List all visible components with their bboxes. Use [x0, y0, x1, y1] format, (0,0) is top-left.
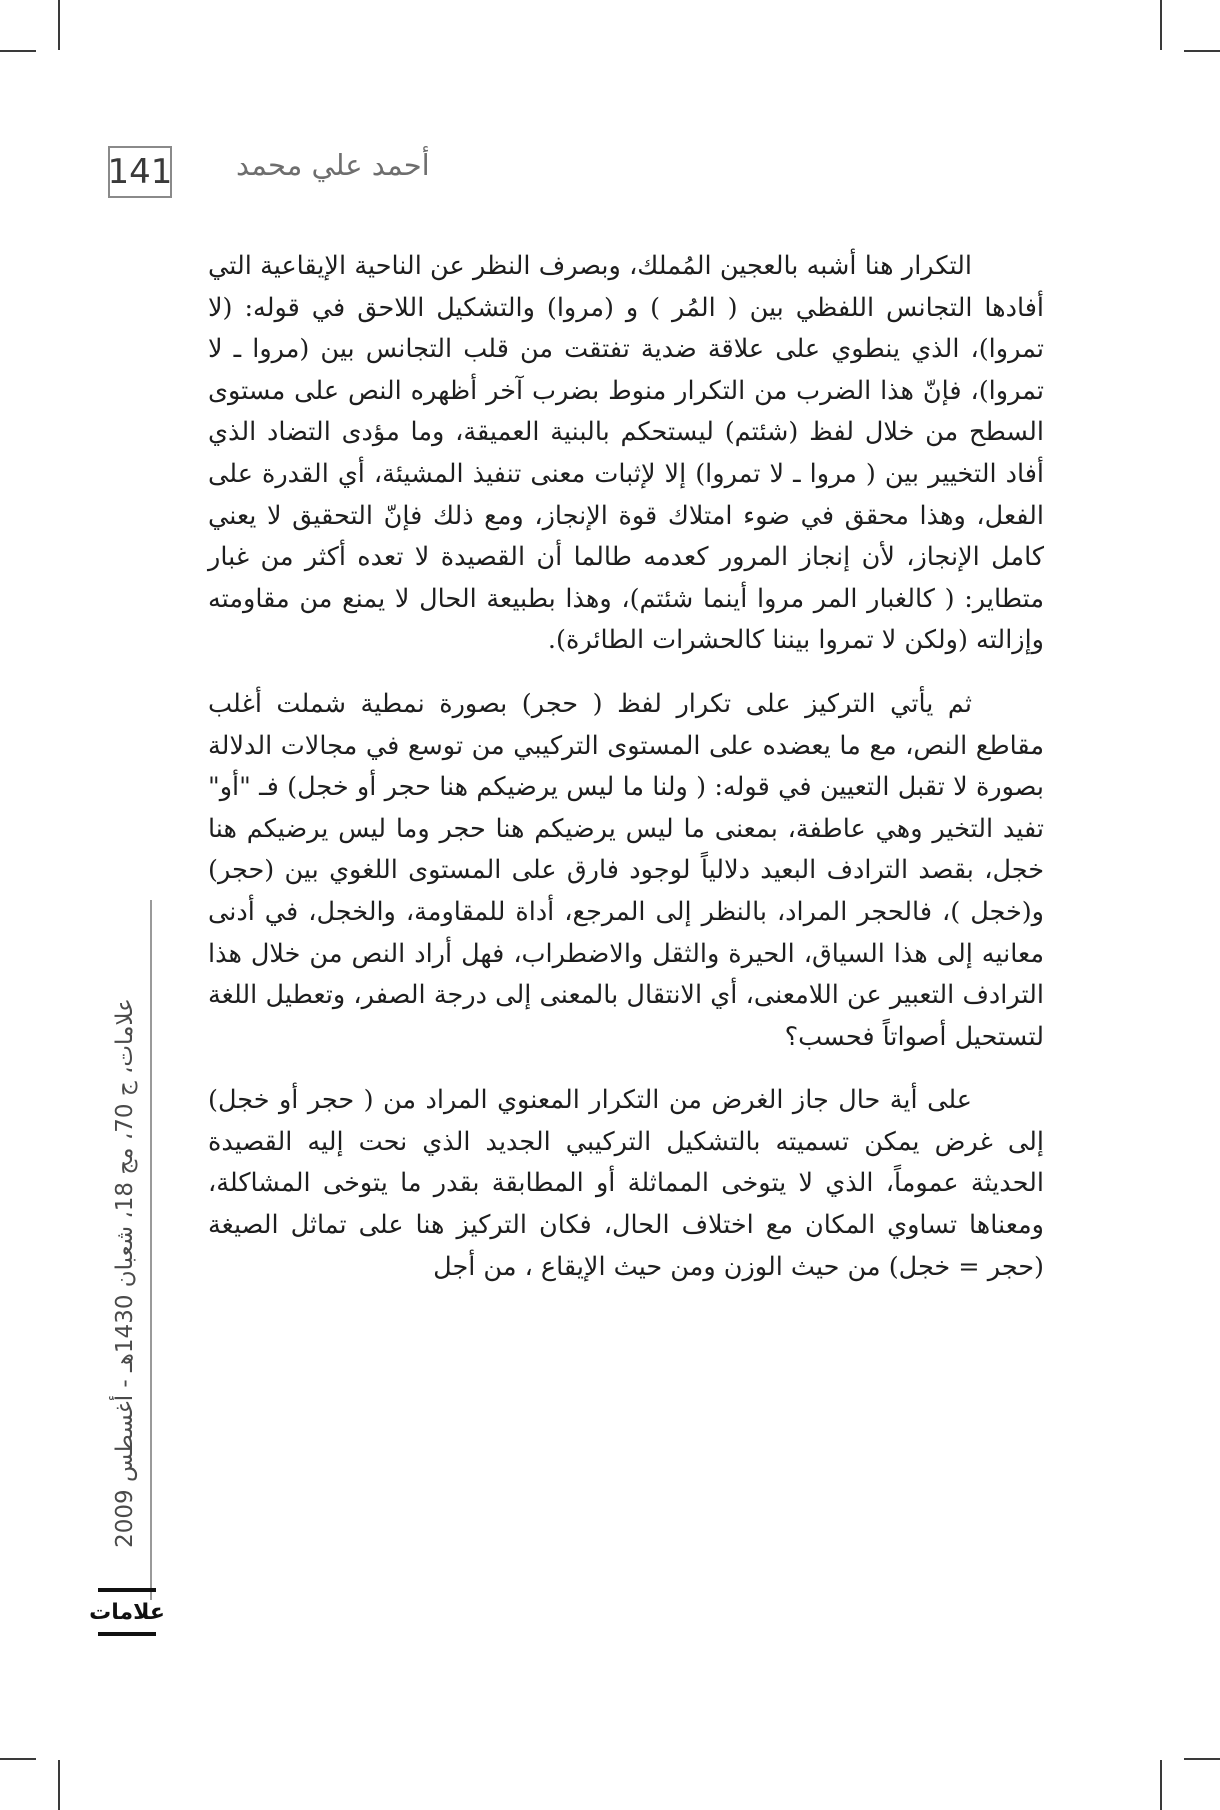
page-number-text: 141: [107, 152, 173, 192]
crop-mark: [0, 50, 36, 52]
crop-mark: [1184, 50, 1220, 52]
page-number: [108, 146, 172, 198]
paragraph: ثم يأتي التركيز على تكرار لفظ ( حجر) بصورة نمطية شملت أغلب مقاطع النص، مع ما يعضده على المستوى التركيبي من توسع في مجالات الدلالة بصورة لا تقبل التعيين في قوله: ( ولنا ما ليس يرضيكم هنا حجر أو خجل) فـ "أو" تفيد التخير وهي عاطفة، بمعنى ما ليس يرضيكم هنا حجر وما ليس يرضيكم هنا خجل، بقصد الترادف البعيد دلالياً لوجود فارق على المستوى اللغوي بين (حجر) و(خجل )، فالحجر المراد، بالنظر إلى المرجع، أداة للمقاومة، والخجل، في أدنى معانيه إلى هذا السياق، الحيرة والثقل والاضطراب، فهل أراد النص من خلال هذا الترادف التعبير عن اللامعنى، أي الانتقال بالمعنى إلى درجة الصفر، وتعطيل اللغة لتستحيل أصواتاً فحسب؟: [208, 688, 1044, 1052]
crop-mark: [1184, 1758, 1220, 1760]
paragraph: التكرار هنا أشبه بالعجين المُملك، وبصرف النظر عن الناحية الإيقاعية التي أفادها التجانس اللفظي بين ( المُر ) و (مروا) والتشكيل اللاحق في قوله: (لا تمروا)، الذي ينطوي على علاقة ضدية تفتقت من قلب التجانس بين (مروا ـ لا تمروا)، فإنّ هذا الضرب من التكرار منوط بضرب آخر أظهره النص على مستوى السطح من خلال لفظ (شئتم) ليستحكم بالبنية العميقة، وما مؤدى التضاد الذي أفاد التخيير بين ( مروا ـ لا تمروا) إلا لإثبات معنى تنفيذ المشيئة، أي القدرة على الفعل، وهذا محقق في ضوء امتلاك قوة الإنجاز، ومع ذلك فإنّ التحقيق لا يعني كامل الإنجاز، لأن إنجاز المرور كعدمه طالما أن القصيدة لا تعده أكثر من غبار متطاير: ( كالغبار المر مروا أينما شئتم)، وهذا بطبيعة الحال لا يمنع من مقاومته وإزالته (ولكن لا تمروا بيننا كالحشرات الطائرة).: [208, 251, 1044, 656]
body-text: [208, 246, 1044, 1288]
crop-mark: [1160, 1760, 1162, 1810]
journal-logo: علامات: [98, 1588, 156, 1636]
sidebar-divider: [150, 900, 152, 1600]
crop-mark: [0, 1758, 36, 1760]
paragraph: على أية حال جاز الغرض من التكرار المعنوي المراد من ( حجر أو خجل) إلى غرض يمكن تسميته بالتشكيل التركيبي الجديد الذي نحت إليه القصيدة الحديثة عموماً، الذي لا يتوخى المماثلة أو المطابقة بقدر ما يتوخى المشاكلة، ومعناها تساوي المكان مع اختلاف الحال، فكان التركيز هنا على تماثل الصيغة (حجر = خجل) من حيث الوزن ومن حيث الإيقاع ، من أجل: [208, 1085, 1044, 1282]
journal-citation: علامات، ج 70، مج 18، شعبان 1430هـ - أغسطس 2009: [112, 998, 138, 1548]
crop-mark: [1160, 0, 1162, 50]
crop-mark: [58, 1760, 60, 1810]
crop-mark: [58, 0, 60, 50]
running-head-author: أحمد علي محمد: [236, 148, 430, 182]
